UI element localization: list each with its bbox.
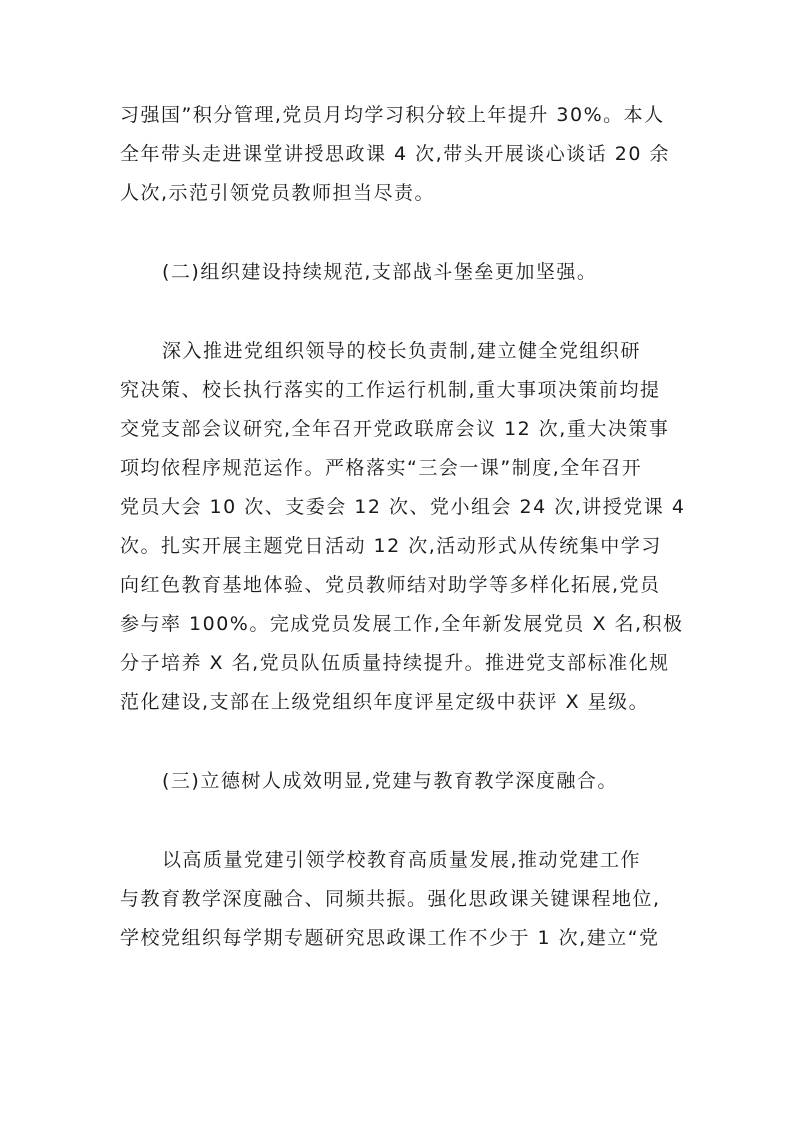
paragraph-3-line-2: 与教育教学深度融合、同频共振。强化思政课关键课程地位, [120,888,661,910]
paragraph-2-line-1: 深入推进党组织领导的校长负责制,建立健全党组织研 [162,340,642,362]
section-heading-3: (三)立德树人成效明显,党建与教育教学深度融合。 [162,770,618,792]
paragraph-1-line-3: 人次,示范引领党员教师担当尽责。 [120,182,436,204]
paragraph-2-line-5: 党员大会 10 次、支委会 12 次、党小组会 24 次,讲授党课 4 [120,496,686,518]
paragraph-2-line-4: 项均依程序规范运作。严格落实“三会一课”制度,全年召开 [120,457,643,479]
paragraph-2-line-8: 参与率 100%。完成党员发展工作,全年新发展党员 X 名,积极 [120,613,684,635]
section-heading-2: (二)组织建设持续规范,支部战斗堡垒更加坚强。 [162,261,598,283]
paragraph-2-line-7: 向红色教育基地体验、党员教师结对助学等多样化拓展,党员 [120,574,661,596]
paragraph-2-line-9: 分子培养 X 名,党员队伍质量持续提升。推进党支部标准化规 [120,652,670,674]
paragraph-3-line-1: 以高质量党建引领学校教育高质量发展,推动党建工作 [162,849,642,871]
paragraph-2-line-10: 范化建设,支部在上级党组织年度评星定级中获评 X 星级。 [120,691,650,713]
paragraph-2-line-3: 交党支部会议研究,全年召开党政联席会议 12 次,重大决策事 [120,418,670,440]
paragraph-3-line-3: 学校党组织每学期专题研究思政课工作不少于 1 次,建立“党 [120,927,660,949]
paragraph-1-line-1: 习强国”积分管理,党员月均学习积分较上年提升 30%。本人 [120,104,665,126]
paragraph-1-line-2: 全年带头走进课堂讲授思政课 4 次,带头开展谈心谈话 20 余 [120,143,670,165]
paragraph-2-line-6: 次。扎实开展主题党日活动 12 次,活动形式从传统集中学习 [120,535,662,557]
paragraph-2-line-2: 究决策、校长执行落实的工作运行机制,重大事项决策前均提 [120,379,661,401]
